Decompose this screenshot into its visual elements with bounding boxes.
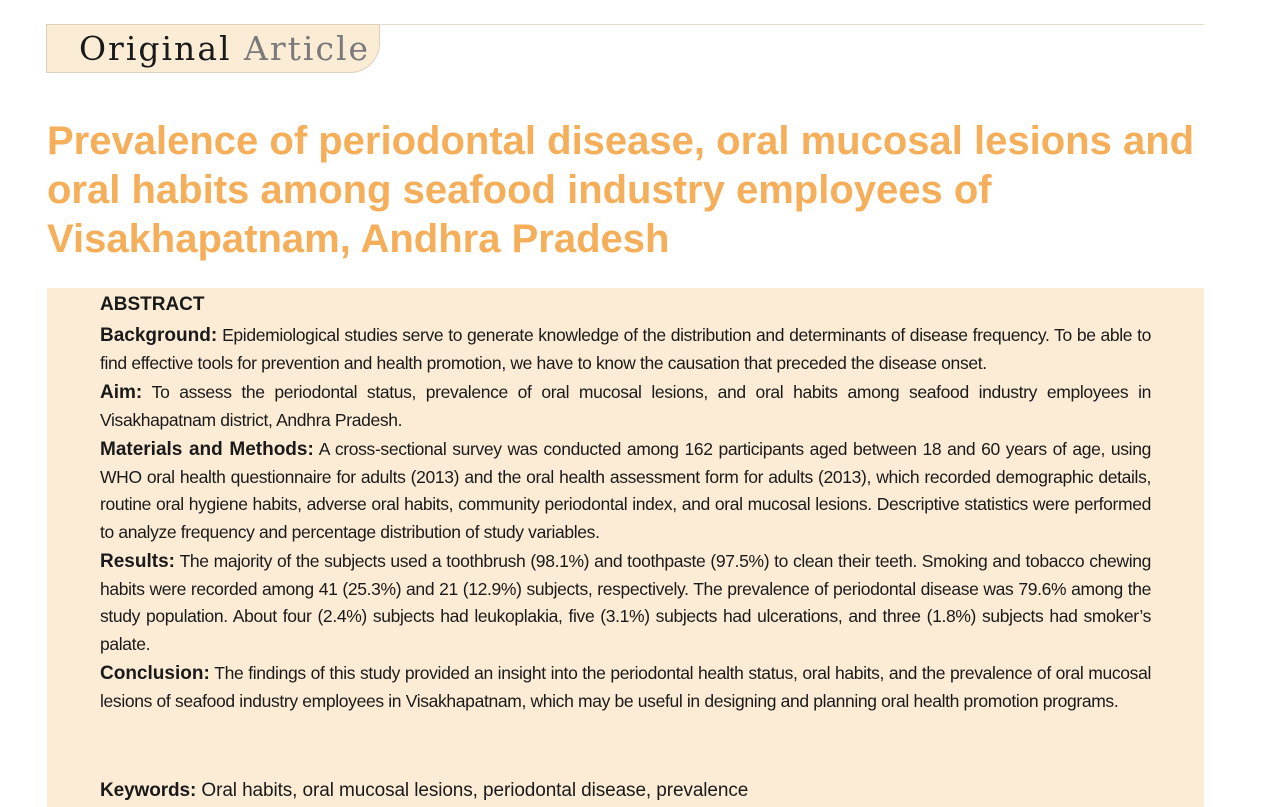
header-rule [378,24,1204,25]
keywords-text: Oral habits, oral mucosal lesions, periodontal disease, prevalence [196,780,749,801]
article-type-label [79,31,370,67]
abstract-box [47,288,1204,807]
keywords-label: Keywords: [100,780,197,801]
abstract-heading: ABSTRACT [100,294,205,315]
abstract-methods [100,436,1151,546]
abstract-conclusion [100,660,1151,715]
abstract-content [100,293,1151,717]
abstract-aim [100,379,1151,434]
article-type-tab [46,24,380,73]
aim-label: Aim: [100,382,143,403]
conclusion-text: The findings of this study provided an insight into the periodontal health status, oral habits, and the prevalence of oral mucosal lesions of seafood industry employees in Visakhapatnam, which may be useful in designing and planning oral health promotion programs. [100,663,1151,711]
abstract-background [100,322,1151,377]
background-label: Background: [100,325,218,346]
article-type-word-article: Article [244,29,371,68]
aim-text: To assess the periodontal status, prevalence of oral mucosal lesions, and oral habits among seafood industry employees in Visakhapatnam district, Andhra Pradesh. [100,382,1151,430]
abstract-results [100,548,1151,658]
article-title: Prevalence of periodontal disease, oral mucosal lesions and oral habits among seafood industry employees of Visakhapatnam, Andhra Pradesh [47,119,1195,261]
background-text: Epidemiological studies serve to generate knowledge of the distribution and determinants of disease frequency. To be able to find effective tools for prevention and health promotion, we have to know the causation that preceded the disease onset. [100,325,1151,373]
article-type-word-original: Original [79,29,232,68]
results-label: Results: [100,551,175,572]
conclusion-label: Conclusion: [100,663,210,684]
results-text: The majority of the subjects used a toothbrush (98.1%) and toothpaste (97.5%) to clean their teeth. Smoking and tobacco chewing habits were recorded among 41 (25.3%) and 21 (12.9%) subjects, respectively. The prevalence of periodontal disease was 79.6% among the study population. About four (2.4%) subjects had leukoplakia, five (3.1%) subjects had ulcerations, and three (1.8%) subjects had smoker’s palate. [100,551,1151,654]
methods-label: Materials and Methods: [100,439,314,460]
methods-text: A cross-sectional survey was conducted among 162 participants aged between 18 and 60 years of age, using WHO oral health questionnaire for adults (2013) and the oral health assessment form for adults (2013), which recorded demographic details, routine oral hygiene habits, adverse oral habits, community periodontal index, and oral mucosal lesions. Descriptive statistics were performed to analyze frequency and percentage distribution of study variables. [100,439,1151,542]
abstract-keywords [100,780,748,802]
